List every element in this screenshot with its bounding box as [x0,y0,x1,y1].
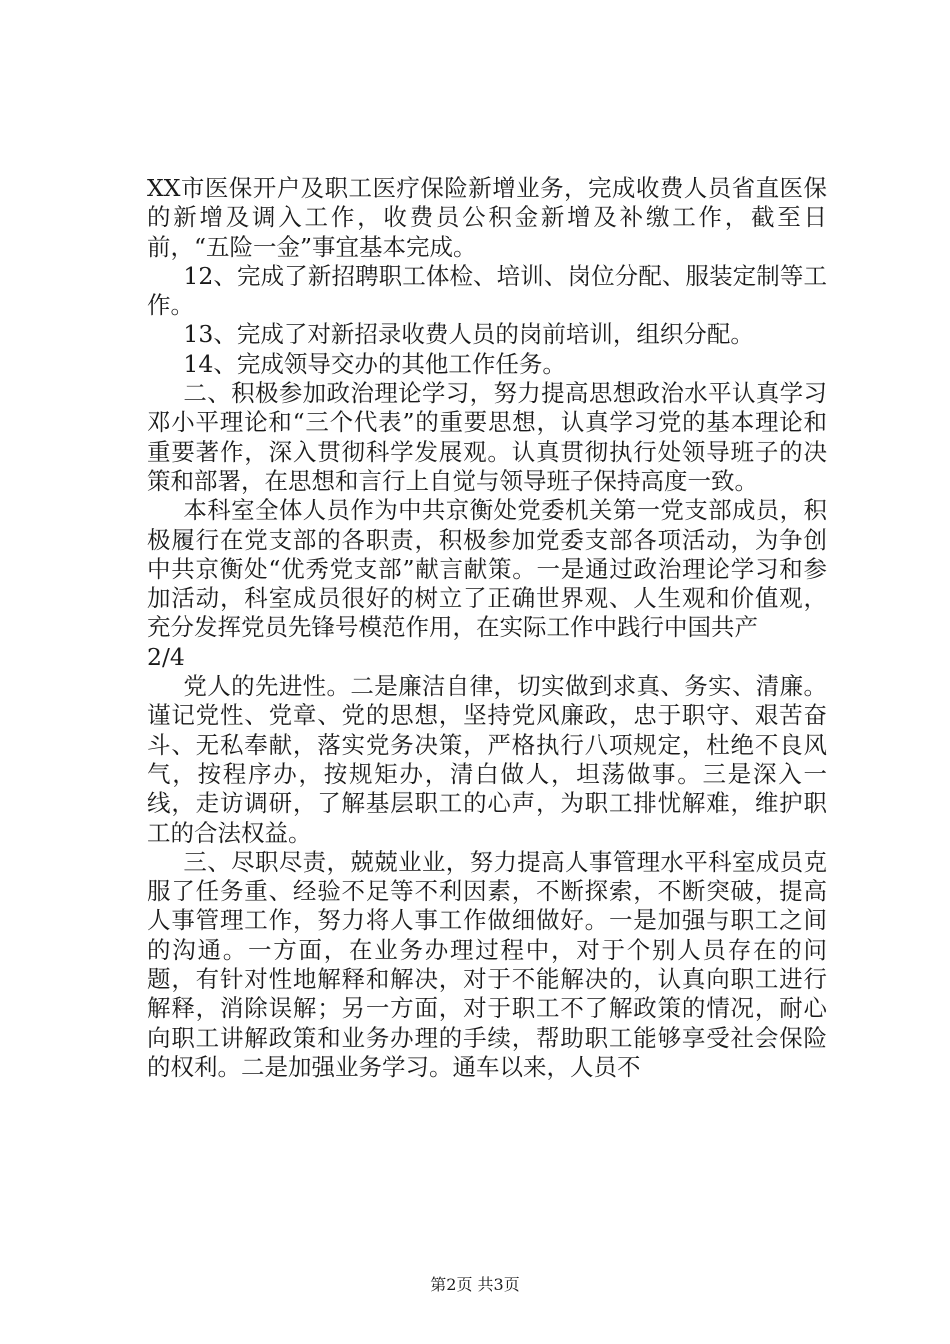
paragraph: 14、完成领导交办的其他工作任务。 [183,349,566,378]
paragraph: 13、完成了对新招录收费人员的岗前培训，组织分配。 [183,320,754,349]
paragraph: 三、尽职尽责，兢兢业业，努力提高人事管理水平科室成员克服了任务重、经验不足等不利因素，不断探索，不断突破，提高人事管理工作，努力将人事工作做细做好。一是加强与职工之间的沟通。一方面，在业务办理过程中，对于个别人员存在的问题，有针对性地解释和解决，对于不能解决的，认真向职工进行解释，消除误解；另一方面，对于职工不了解政策的情况，耐心向职工讲解政策和业务办理的手续，帮助职工能够享受社会保险的权利。二是加强业务学习。通车以来，人员不 [147,847,827,1081]
document-body [147,174,827,1082]
paragraph: 党人的先进性。二是廉洁自律，切实做到求真、务实、清廉。谨记党性、党章、党的思想，坚持党风廉政，忠于职守、艰苦奋斗、无私奉献，落实党务决策，严格执行八项规定，杜绝不良风气，按程序办，按规矩办，清白做人，坦荡做事。三是深入一线，走访调研，了解基层职工的心声，为职工排忧解难，维护职工的合法权益。 [147,672,827,847]
paragraph: 本科室全体人员作为中共京衡处党委机关第一党支部成员，积极履行在党支部的各职责，积极参加党委支部各项活动，为争创中共京衡处“优秀党支部”献言献策。一是通过政治理论学习和参加活动，科室成员很好的树立了正确世界观、人生观和价值观，充分发挥党员先锋号模范作用，在实际工作中践行中国共产 [147,496,827,642]
page-footer: 第2页 共3页 [430,1275,520,1294]
paragraph: 二、积极参加政治理论学习，努力提高思想政治水平认真学习邓小平理论和“三个代表”的重要思想，认真学习党的基本理论和重要著作，深入贯彻科学发展观。认真贯彻执行处领导班子的决策和部署，在思想和言行上自觉与领导班子保持高度一致。 [147,379,827,495]
paragraph: XX市医保开户及职工医疗保险新增业务，完成收费人员省直医保的新增及调入工作，收费员公积金新增及补缴工作，截至日前，“五险一金”事宜基本完成。 [147,174,827,261]
paragraph: 12、完成了新招聘职工体检、培训、岗位分配、服装定制等工作。 [147,261,827,320]
inline-page-number: 2/4 [147,642,185,671]
